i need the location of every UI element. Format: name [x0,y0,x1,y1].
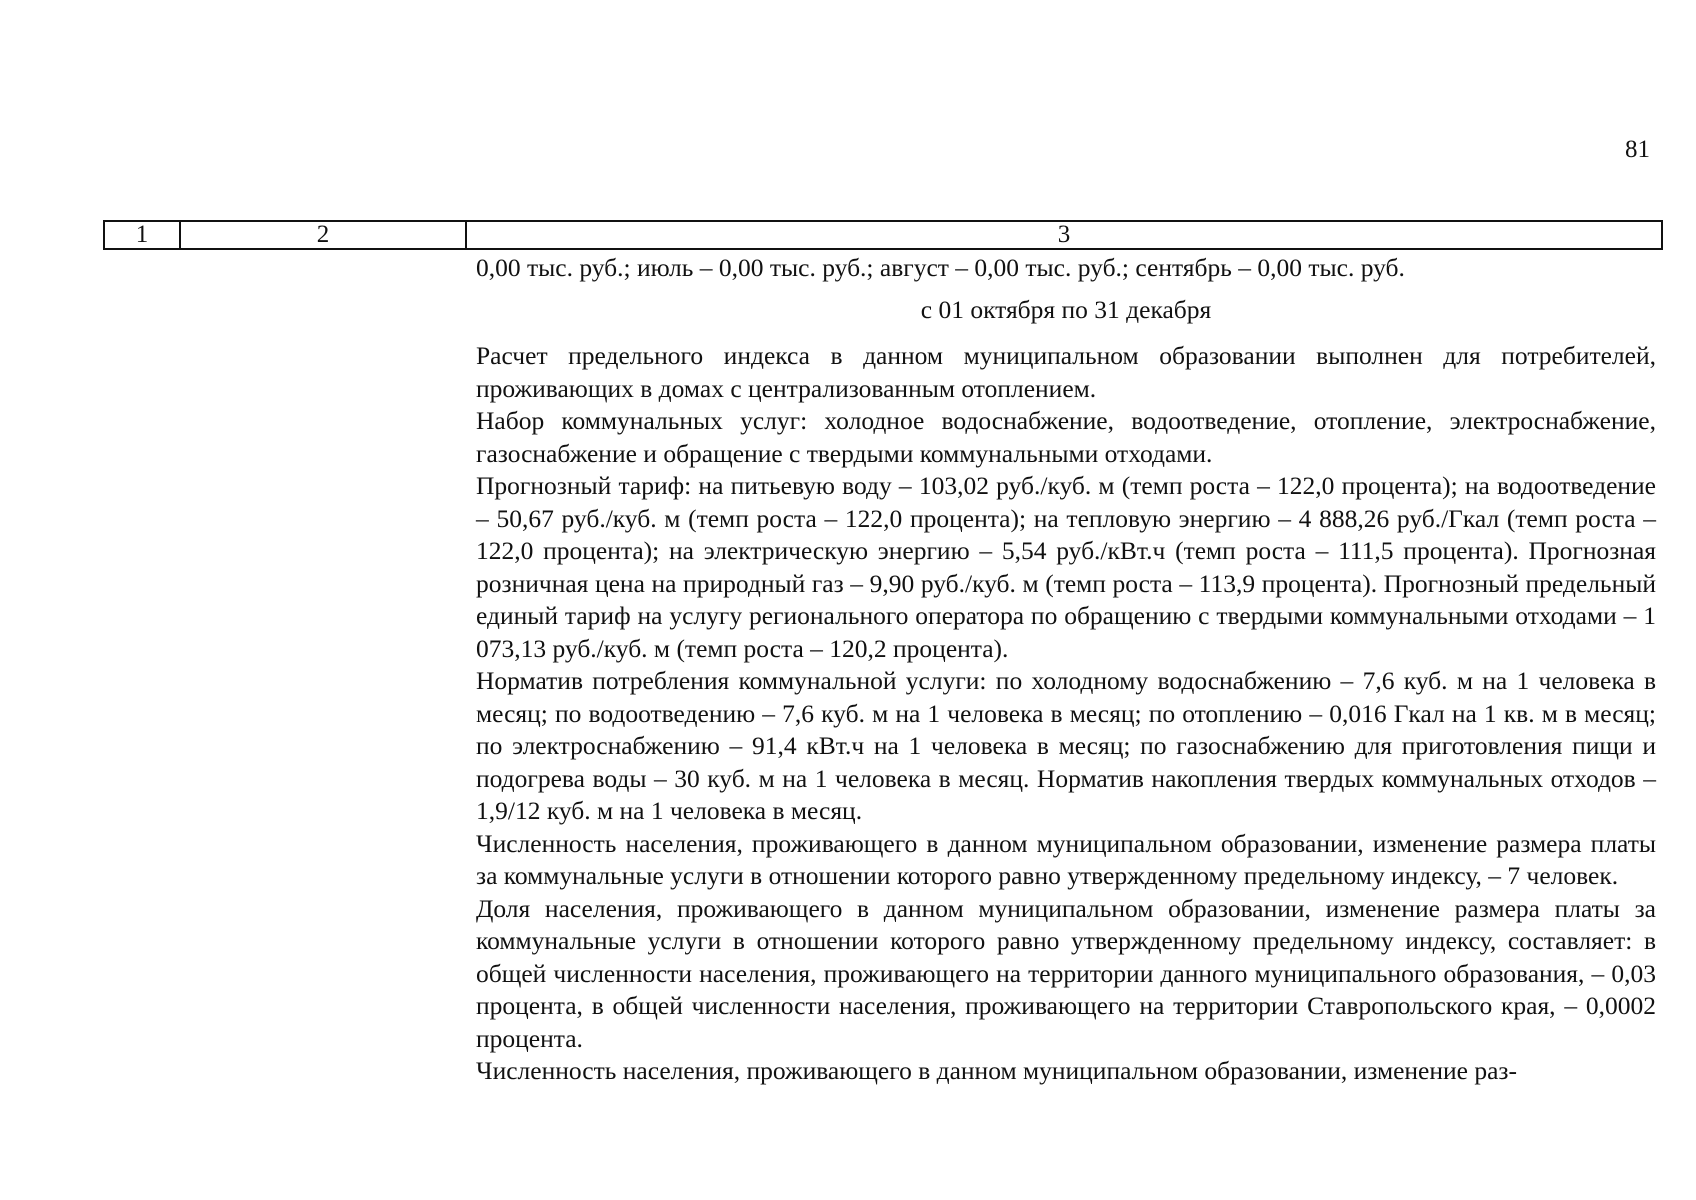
column-header-1: 1 [104,221,180,249]
column-header-2: 2 [180,221,466,249]
paragraph-index-calculation: Расчет предельного индекса в данном муниципальном образовании выполнен для потребителей, проживающих в домах с централизованным отоплением. [476,341,1656,403]
page-number: 81 [1625,136,1650,163]
paragraph-population-count: Численность населения, проживающего в данном муниципальном образовании, изменение размера платы за коммунальные услуги в отношении которого равно утвержденному предельному индексу, – 7 человек. [476,828,1656,890]
paragraph-consumption-norm: Норматив потребления коммунальной услуги: по холодному водоснабжению – 7,6 куб. м на 1 человека в месяц; по водоотведению – 7,6 куб. м на 1 человека в месяц; по отоплению – 0,016 Гкал на 1 кв. м в месяц; по электроснабжению – 91,4 кВт.ч на 1 человека в месяц; по газоснабжению для приготовления пищи и подогрева воды – 30 куб. м на 1 человека в месяц. Норматив накопления твердых коммунальных отходов – 1,9/12 куб. м на 1 человека в месяц. [476,666,1656,825]
paragraph-population-share: Доля населения, проживающего в данном муниципальном образовании, изменение размера платы за коммунальные услуги в отношении которого равно утвержденному предельному индексу, составляет: в общей численности населения, проживающего на территории данного муниципального образования, – 0,03 процента, в общей численности населения, проживающего на территории Ставропольского края, – 0,0002 процента. [476,893,1656,1053]
period-heading: с 01 октября по 31 декабря [920,294,1212,324]
column-header-3: 3 [466,221,1662,249]
table-header-row [103,220,1663,250]
paragraph-trailing: Численность населения, проживающего в данном муниципальном образовании, изменение раз- [476,1056,1517,1085]
paragraph-utility-set: Набор коммунальных услуг: холодное водоснабжение, водоотведение, отопление, электроснабжение, газоснабжение и обращение с твердыми коммунальными отходами. [476,406,1656,468]
paragraph-forecast-tariff: Прогнозный тариф: на питьевую воду – 103,02 руб./куб. м (темп роста – 122,0 процента); на водоотведение – 50,67 руб./куб. м (темп роста – 122,0 процента); на тепловую энергию – 4 888,26 руб./Гкал (темп роста – 122,0 процента); на электрическую энергию – 5,54 руб./кВт.ч (темп роста – 111,5 процента). Прогнозная розничная цена на природный газ – 9,90 руб./куб. м (темп роста – 113,9 процента). Прогнозный предельный единый тариф на услугу регионального оператора по обращению с твердыми коммунальными отходами – 1 073,13 руб./куб. м (темп роста – 120,2 процента). [476,471,1656,663]
document-body [476,252,1656,1088]
continuation-text: 0,00 тыс. руб.; июль – 0,00 тыс. руб.; август – 0,00 тыс. руб.; сентябрь – 0,00 тыс. руб. [476,253,1405,282]
